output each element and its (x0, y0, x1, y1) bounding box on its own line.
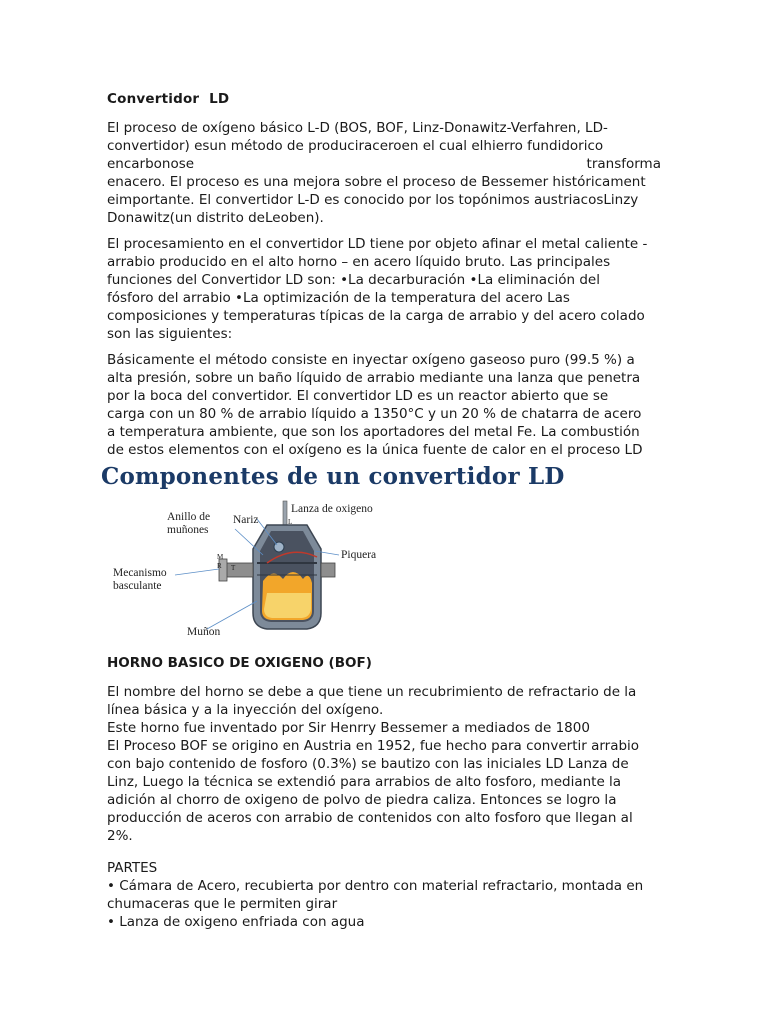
paragraph-line: El proceso de oxígeno básico L-D (BOS, BOF, Linz-Donawitz-Verfahren, LD- (107, 120, 608, 136)
paragraph-line: línea básica y a la inyección del oxígeno. (107, 702, 384, 718)
paragraph-line: Este horno fue inventado por Sir Henrry Bessemer a mediados de 1800 (107, 720, 590, 736)
figure-title: Componentes de un convertidor LD (101, 463, 565, 490)
parts-line: • Lanza de oxigeno enfriada con agua (107, 914, 365, 930)
processing-paragraph (107, 235, 661, 343)
molten-metal (264, 593, 311, 618)
paragraph-line: composiciones y temperaturas típicas de la carga de arrabio y del acero colado (107, 308, 645, 324)
bof-paragraph (107, 683, 667, 845)
paragraph-line: 2%. (107, 828, 133, 844)
parts-line: • Cámara de Acero, recubierta por dentro con material refractario, montada en (107, 878, 644, 894)
paragraph-line: arrabio producido en el alto horno – en acero líquido bruto. Las principales (107, 254, 611, 270)
paragraph-line: alta presión, sobre un baño líquido de arrabio mediante una lanza que penetra (107, 370, 641, 386)
paragraph-line: son las siguientes: (107, 326, 233, 342)
paragraph-line: Linz, Luego la técnica se extendió para arrabios de alto fosforo, mediante la (107, 774, 622, 790)
label-trunnion-ring: Anillo de muñones (167, 511, 211, 536)
label-trunnion: Muñon (187, 626, 221, 638)
word: encarbonose (107, 156, 195, 172)
paragraph-line: a temperatura ambiente, que son los aportadores del metal Fe. La combustión (107, 424, 640, 440)
paragraph-line: carga con un 80 % de arrabio líquido a 1350°C y un 20 % de chatarra de acero (107, 406, 642, 422)
paragraph-line: El procesamiento en el convertidor LD tiene por objeto afinar el metal caliente - (107, 236, 648, 252)
word: transforma (586, 156, 661, 172)
converter-illustration (107, 463, 495, 641)
parts-heading: PARTES (107, 860, 158, 876)
trunnion (321, 563, 335, 577)
paragraph-line: eimportante. El convertidor L-D es conocido por los topónimos austriacosLinzy (107, 192, 639, 208)
paragraph-line: Donawitz(un distrito deLeoben). (107, 210, 324, 226)
paragraph-line: con bajo contenido de fosforo (0.3%) se bautizo con las iniciales LD Lanza de (107, 756, 629, 772)
method-paragraph (107, 351, 661, 459)
paragraph-line: convertidor) esun método de produciraceroen el cual elhierro fundidorico (107, 138, 604, 154)
paragraph-line (107, 155, 661, 173)
label-tilting-mechanism: Mecanismo basculante (113, 567, 167, 592)
parts-line: chumaceras que le permiten girar (107, 896, 338, 912)
paragraph-line: El nombre del horno se debe a que tiene un recubrimiento de refractario de la (107, 684, 637, 700)
tilting-mechanism (225, 563, 253, 577)
bof-heading: HORNO BASICO DE OXIGENO (BOF) (107, 655, 372, 671)
label-nose: Nariz (233, 514, 259, 526)
paragraph-line: producción de aceros con arrabio de contenidos con alto fosforo que llegan al (107, 810, 633, 826)
paragraph-line: Básicamente el método consiste en inyectar oxígeno gaseoso puro (99.5 %) a (107, 352, 635, 368)
paragraph-line: enacero. El proceso es una mejora sobre el proceso de Bessemer históricament (107, 174, 646, 190)
paragraph-line: adición al chorro de oxigeno de polvo de piedra caliza. Entonces se logro la (107, 792, 617, 808)
mark-r: R (217, 562, 222, 570)
paragraph-line: funciones del Convertidor LD son: •La decarburación •La eliminación del (107, 272, 600, 288)
paragraph-line: por la boca del convertidor. El convertidor LD es un reactor abierto que se (107, 388, 609, 404)
mark-l: L (288, 518, 293, 526)
label-oxygen-lance: Lanza de oxigeno (291, 503, 373, 515)
paragraph-line: fósforo del arrabio •La optimización de la temperatura del acero Las (107, 290, 570, 306)
converter-diagram-figure (101, 463, 565, 641)
paragraph-line: El Proceso BOF se origino en Austria en 1952, fue hecho para convertir arrabio (107, 738, 640, 754)
parts-section (107, 859, 667, 931)
mark-t: T (231, 564, 236, 572)
paragraph-line: de estos elementos con el oxígeno es la única fuente de calor en el proceso LD (107, 442, 643, 458)
document-title: Convertidor LD (107, 91, 230, 107)
intro-paragraph (107, 119, 661, 227)
mark-m: M (217, 553, 224, 561)
label-tap-hole: Piquera (341, 549, 377, 561)
